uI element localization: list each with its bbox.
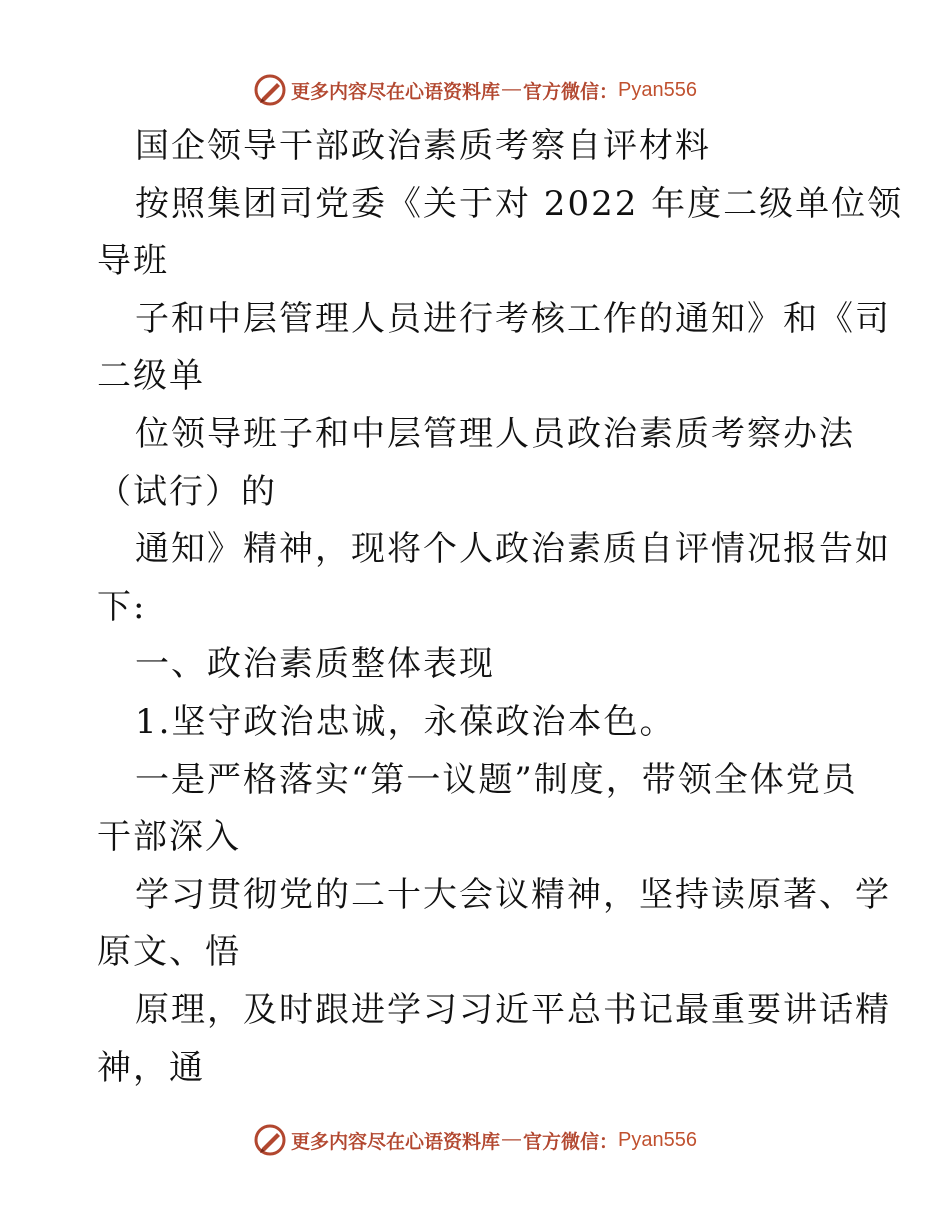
banner-wechat-id: Pyan556 xyxy=(618,78,697,101)
document-title: 国企领导干部政治素质考察自评材料 xyxy=(135,126,711,166)
header-banner xyxy=(0,70,950,110)
paragraph-line: 神，通 xyxy=(97,1047,205,1088)
banner-wechat-label: 官方微信： xyxy=(523,1130,619,1153)
paragraph-line: 原理，及时跟进学习习近平总书记最重要讲话精 xyxy=(135,989,891,1030)
paragraph-line: 子和中层管理人员进行考核工作的通知》和《司 xyxy=(135,298,891,339)
banner-wechat-id: Pyan556 xyxy=(618,1128,697,1151)
paragraph-line: 通知》精神，现将个人政治素质自评情况报告如 xyxy=(135,529,891,570)
paragraph-line: 位领导班子和中层管理人员政治素质考察办法 xyxy=(135,413,855,454)
paragraph-line: 原文、悟 xyxy=(97,932,241,973)
paragraph-line: 按照集团司党委《关于对 2022 年度二级单位领 xyxy=(135,183,904,224)
paragraph-line: 导班 xyxy=(97,241,169,282)
pen-logo-icon xyxy=(253,73,287,107)
banner-separator: — xyxy=(502,1129,522,1150)
subsection-heading: 1.坚守政治忠诚，永葆政治本色。 xyxy=(135,701,676,742)
banner-separator: — xyxy=(502,79,522,100)
paragraph-line: （试行）的 xyxy=(97,471,277,512)
banner-wechat-label: 官方微信： xyxy=(523,80,619,103)
paragraph-line: 二级单 xyxy=(97,356,205,397)
banner-brand-text: 更多内容尽在心语资料库 xyxy=(291,1130,501,1153)
paragraph-line: 学习贯彻党的二十大会议精神，坚持读原著、学 xyxy=(135,874,891,915)
section-heading: 一、政治素质整体表现 xyxy=(135,644,495,685)
document-body xyxy=(97,118,904,1097)
footer-banner xyxy=(0,1120,950,1160)
pen-logo-icon xyxy=(253,1123,287,1157)
paragraph-line: 一是严格落实“第一议题”制度，带领全体党员 xyxy=(135,759,858,800)
paragraph-line: 干部深入 xyxy=(97,817,241,858)
banner-brand-text: 更多内容尽在心语资料库 xyxy=(291,80,501,103)
paragraph-line: 下: xyxy=(97,586,147,627)
